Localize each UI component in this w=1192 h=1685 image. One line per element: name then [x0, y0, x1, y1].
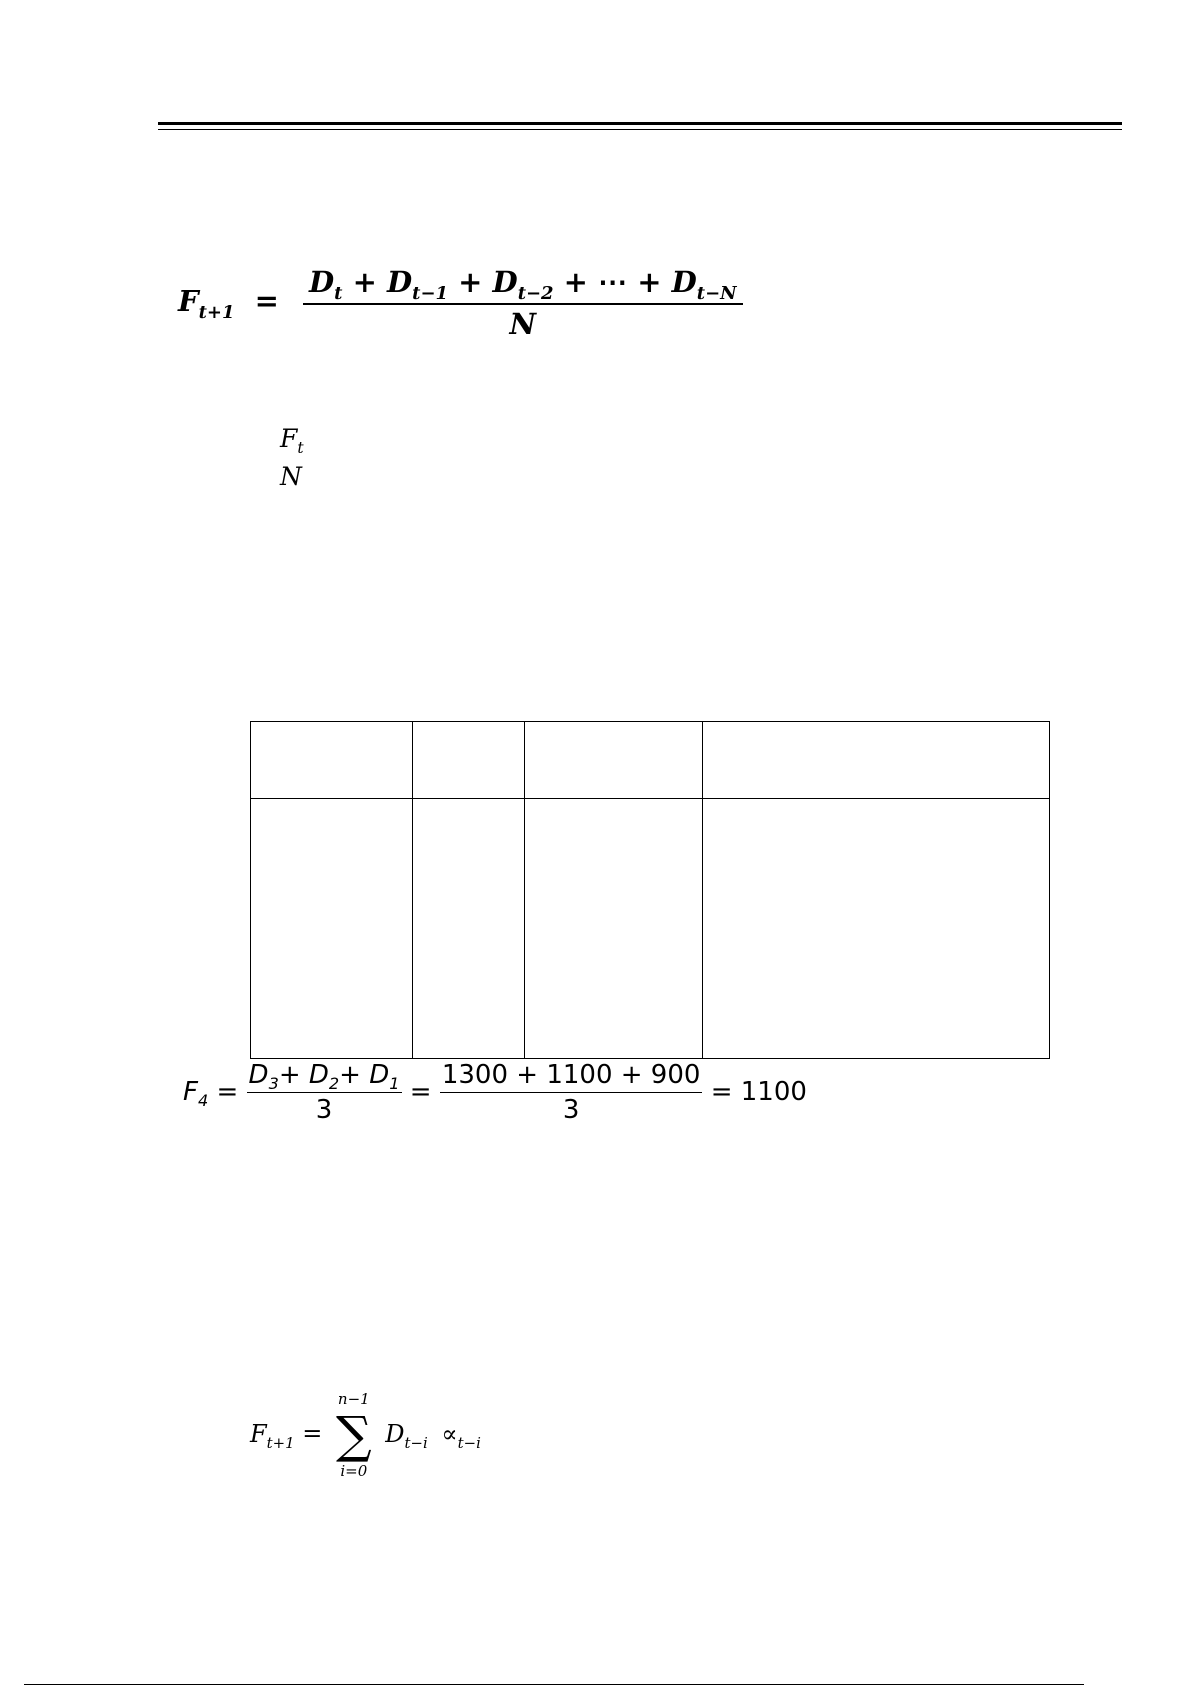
table-cell — [413, 799, 525, 1059]
definition-n-symbol: N — [280, 462, 302, 491]
eq1-ellipsis: ⋯ — [598, 265, 628, 299]
table-header-cell — [251, 722, 413, 799]
data-table — [250, 721, 1050, 1059]
moving-average-formula — [178, 265, 743, 341]
example-calculation: $F_4$ = $\frac{D_3+ D_2+ D_1}{3}$ = $\frac{1300 + 1100 + 900}{3}$ = 1100 — [183, 1060, 807, 1125]
weighted-moving-average-formula: $F_{t+1}$ = n−1 ∑ i=0 $D_{t-i} \propto_{t-i}$ — [250, 1390, 481, 1480]
eq1-equals: = — [254, 284, 279, 318]
eq1-lhs: $F_{t+1}$ — [178, 284, 235, 323]
eq2-symbolic-numerator: $D_3+ D_2+ D_1$ — [248, 1060, 400, 1094]
table-cell — [525, 799, 703, 1059]
eq1-denominator: N — [509, 307, 537, 341]
eq2-lhs: $F_4$ — [183, 1077, 209, 1111]
table-row — [251, 799, 1050, 1059]
eq1-numerator: $D_t + D_{t-1} + D_{t-2}$ + ⋯ + $D_{t-N}$ — [303, 265, 743, 305]
table-header-row — [251, 722, 1050, 799]
header-rule-thick — [158, 122, 1122, 125]
table-cell — [703, 799, 1050, 1059]
eq2-numeric-denominator: 3 — [562, 1095, 580, 1125]
eq2-symbolic-fraction — [247, 1060, 402, 1125]
definition-ft-symbol: $F_t$ — [280, 424, 304, 457]
eq2-numeric-fraction — [440, 1060, 703, 1125]
sum-upper-limit: n−1 — [337, 1390, 370, 1408]
table-cell — [251, 799, 413, 1059]
eq1-term: $D_{t-N}$ — [671, 265, 737, 304]
eq3-term: $D_{t-i}$ — [385, 1419, 428, 1452]
table-header-cell — [525, 722, 703, 799]
eq3-weight: $\propto_{t-i}$ — [441, 1419, 481, 1452]
header-rule-thin — [158, 129, 1122, 130]
summation-symbol: n−1 ∑ i=0 — [335, 1390, 372, 1480]
table-header-cell — [413, 722, 525, 799]
table-header-cell — [703, 722, 1050, 799]
eq1-term: $D_t$ — [308, 265, 343, 304]
eq2-result: 1100 — [740, 1077, 807, 1107]
eq1-fraction — [303, 265, 743, 341]
eq1-term: $D_{t-2}$ — [492, 265, 554, 304]
eq3-lhs: $F_{t+1}$ — [250, 1419, 295, 1452]
eq2-numeric-numerator: 1300 + 1100 + 900 — [440, 1060, 703, 1093]
sum-lower-limit: i=0 — [340, 1462, 368, 1480]
eq1-term: $D_{t-1}$ — [386, 265, 448, 304]
eq2-symbolic-denominator: 3 — [315, 1095, 333, 1125]
